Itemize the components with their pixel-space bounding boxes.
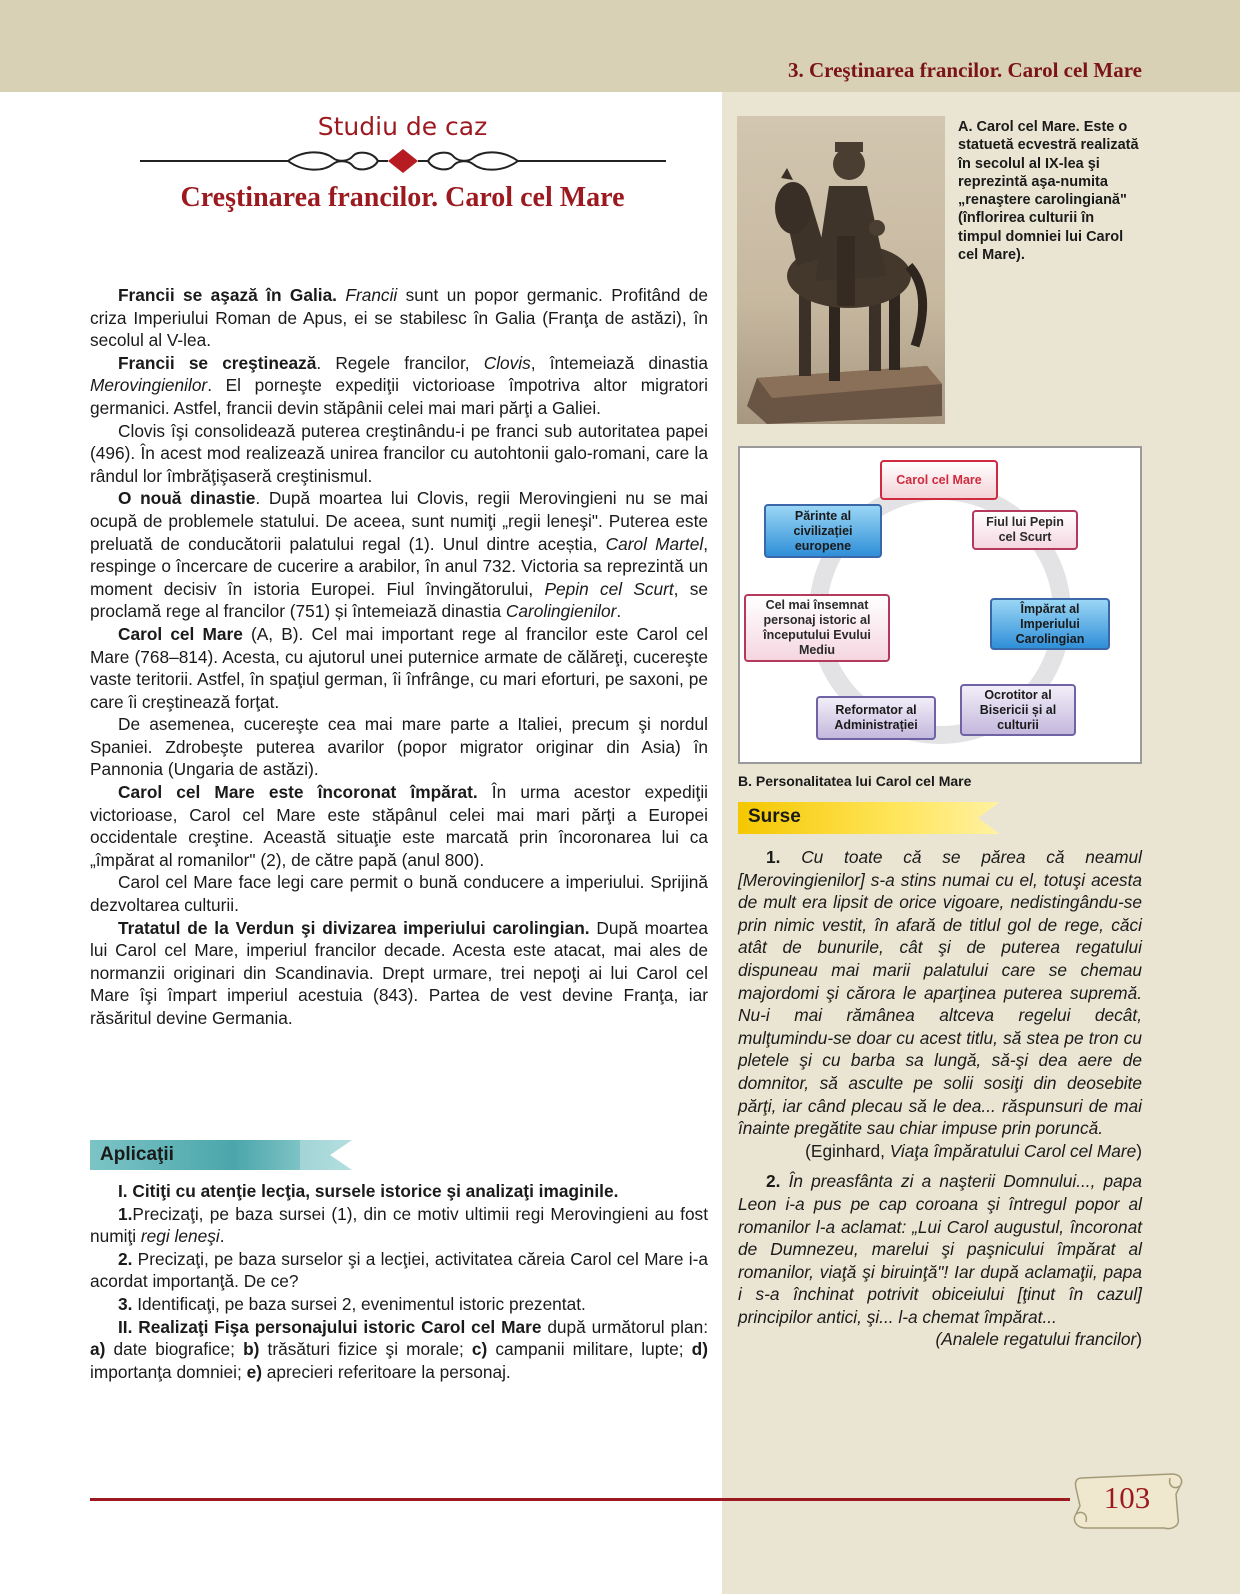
emphasis: (Analele regatului francilor xyxy=(935,1329,1137,1350)
text: . După moartea lui Clovis, regii Merovingieni nu se mai ocupă de problemele statului. De aceea, sunt numiţi „regii leneşi". Puterea este preluată de conducătorii palatului regal (1). Unul dintre aceștia, xyxy=(90,488,708,554)
text: . El porneşte expediţii victorioase împotriva altor migratori germanici. Astfel, francii devin stăpânii celei mai mari părţi a Galiei. xyxy=(90,375,708,418)
diagram-node-son-of-pepin: Fiul lui Pepin cel Scurt xyxy=(972,510,1078,550)
text: . Regele francilor, xyxy=(316,352,484,373)
equestrian-statue-icon xyxy=(737,116,945,424)
applications-ribbon xyxy=(90,1140,352,1170)
sources-body xyxy=(738,846,1142,1351)
question-number: 2. xyxy=(118,1248,133,1269)
figure-b-caption: B. Personalitatea lui Carol cel Mare xyxy=(738,773,972,789)
emphasis: Carol Martel xyxy=(605,533,704,554)
diagram-node-father-of-europe: Părinte al civilizației europene xyxy=(764,504,882,558)
text: În urma acestor expediţii victorioase, Carol cel Mare este stăpânul celei mai mari părţi a Europei occidentale creştine. Această situaţie este marcată prin încoronarea lui ca „împărat al romanilor" (2), de către papă (anul 800). xyxy=(90,782,708,870)
paragraph xyxy=(90,623,708,713)
diagram-node-reformer: Reformator al Administrației xyxy=(816,696,936,740)
case-study-title: Creştinarea francilor. Carol cel Mare xyxy=(180,182,625,213)
text: date biografice; xyxy=(105,1339,244,1360)
plan-letter: d) xyxy=(691,1339,708,1360)
text: Precizaţi, pe baza surselor şi a lecţiei, activitatea căreia Carol cel Mare i-a acordat importanţă. De ce? xyxy=(90,1248,708,1292)
footer-rule xyxy=(90,1498,1070,1501)
paragraph xyxy=(90,917,708,1030)
text: Precizaţi, pe baza sursei (1), din ce motiv ultimii regi Merovingieni au fost numiţi xyxy=(90,1203,708,1247)
emphasis: Merovingienilor xyxy=(90,375,208,396)
paragraph xyxy=(90,284,708,352)
source-2 xyxy=(738,1170,1142,1328)
subheading: Francii se aşază în Galia. xyxy=(118,285,337,305)
paragraph: Clovis îşi consolidează puterea creştinându-i pe franci sub autoritatea papei (496). În acest mod realizează unirea francilor cu autohtonii galo-romani, care la rândul lor îmbrăţişaseră creştinismul. xyxy=(90,420,708,486)
applications-body xyxy=(90,1180,708,1383)
case-study-label: Studiu de caz xyxy=(317,112,488,141)
page-number: 103 xyxy=(1103,1480,1151,1515)
task-heading: I. Citiţi cu atenţie lecţia, sursele istorice şi analizaţi imaginile. xyxy=(118,1181,619,1201)
subheading: Carol cel Mare este încoronat împărat. xyxy=(118,782,478,803)
question-number: 3. xyxy=(118,1293,133,1314)
text: sunt un popor germanic. Profitând de criza Imperiului Roman de Apus, ei se stabilesc în Galia (Franţa de astăzi), în secolul al V-lea. xyxy=(90,285,708,351)
subheading: O nouă dinastie xyxy=(118,488,256,509)
plan-letter: a) xyxy=(90,1339,106,1360)
text: . xyxy=(616,601,622,622)
source-number: 1. xyxy=(766,847,781,867)
emphasis: Carolingienilor xyxy=(505,601,617,622)
paragraph xyxy=(90,1180,708,1203)
personality-diagram xyxy=(738,446,1142,764)
figure-a-caption: A. Carol cel Mare. Este o statuetă ecvestră realizată în secolul al IX-lea şi reprezintă aşa-numita „renaştere carolingiană" (înflorirea culturii în timpul domniei lui Carol cel Mare). xyxy=(958,119,1139,264)
text: campanii militare, lupte; xyxy=(487,1339,692,1360)
source-2-reference xyxy=(738,1328,1142,1351)
text: După moartea lui Carol cel Mare, imperiul francilor decade. Acesta este atacat, mai ales de normanzii originari din Scandinavia. Drept urmare, trei nepoţi ai lui Carol cel Mare îşi împart imperiul acestuia (843). Partea de vest devine Franţa, iar răsăritul devine Germania. xyxy=(90,917,708,1028)
text: importanţa domniei; xyxy=(90,1361,247,1382)
statuette-image xyxy=(737,116,945,424)
plan-letter: c) xyxy=(471,1339,488,1360)
diagram-node-center: Carol cel Mare xyxy=(880,460,998,500)
emphasis: Francii xyxy=(345,285,398,305)
emphasis: Viaţa împăratului Carol cel Mare xyxy=(889,1140,1137,1161)
applications-heading: Aplicaţii xyxy=(100,1144,174,1165)
text: Cu toate că se părea că neamul [Merovingienilor] s-a stins numai cu el, totuşi acesta de mult era lipsit de orice vigoare, nedistingându-se prin nimic vestit, în afară de titlul gol de rege, căci atât de bunurile, cât şi de puterea regatului dispuneau mai marii palatului care se chemau majordomi şi cărora le aparţinea puterea supremă. Nu-i mai rămânea altceva regelui decât, mulţumindu-se doar cu acest titlu, să stea pe tron cu pletele şi cu barba sa lungă, să-şi dea aere de domnitor, să asculte pe solii sosiţi din deosebite părţi, iar când plecau să le dea... răspunsuri de mai înainte pregătite sau chiar impuse prin poruncă. xyxy=(738,847,1142,1139)
text: (Eginhard, xyxy=(805,1140,890,1161)
diagram-node-emperor: Împărat al Imperiului Carolingian xyxy=(990,598,1110,650)
emphasis: Clovis xyxy=(483,352,531,373)
text: . xyxy=(219,1226,225,1247)
question xyxy=(90,1293,708,1316)
chapter-title: 3. Creştinarea francilor. Carol cel Mare xyxy=(788,58,1142,82)
text: după următorul plan: xyxy=(541,1316,708,1337)
paragraph xyxy=(90,1316,708,1384)
sources-ribbon xyxy=(738,802,1000,832)
ornament-divider-icon xyxy=(138,146,668,176)
paragraph xyxy=(90,487,708,623)
text: , se proclamă rege al francilor (751) și întemeiază dinastia xyxy=(90,578,708,622)
emphasis: Pepin cel Scurt xyxy=(544,578,674,599)
text: , respinge o încercare de cucerire a arabilor, în anul 732. Victoria sa reprezintă un moment decisiv în istoria Europei. Fiul învingătorului, xyxy=(90,533,708,599)
sources-heading: Surse xyxy=(748,806,801,827)
subheading: Tratatul de la Verdun şi divizarea imperiului carolingian. xyxy=(118,917,590,938)
question-number: 1. xyxy=(118,1203,133,1224)
lesson-body xyxy=(90,284,708,1030)
diagram-node-most-important: Cel mai însemnat personaj istoric al începutului Evului Mediu xyxy=(744,594,890,662)
emphasis: regi leneşi xyxy=(140,1226,220,1247)
question xyxy=(90,1203,708,1248)
paragraph xyxy=(90,781,708,871)
text: trăsături fizice şi morale; xyxy=(259,1339,472,1360)
plan-letter: b) xyxy=(243,1339,260,1360)
diagram-node-protector: Ocrotitor al Bisericii și al culturii xyxy=(960,684,1076,736)
text: În preasfânta zi a naşterii Domnului..., papa Leon i-a pus pe cap coroana şi întregul popor al romanilor l-a aclamat: „Lui Carol augustul, încoronat de Dumnezeu, marelui şi paşnicului împărat al romanilor, viaţă şi biruinţă"! Iar după aclamaţii, papa i s-a închinat potrivit obiceiului [ţinut în cazul] principilor antici, şi... l-a chemat împărat... xyxy=(738,1171,1142,1327)
source-number: 2. xyxy=(766,1171,781,1192)
text: ) xyxy=(1136,1140,1142,1161)
source-1 xyxy=(738,846,1142,1140)
subheading: Francii se creştinează xyxy=(118,352,317,373)
plan-letter: e) xyxy=(246,1361,262,1382)
text: aprecieri referitoare la personaj. xyxy=(261,1361,511,1382)
paragraph: De asemenea, cucereşte cea mai mare parte a Italiei, precum şi nordul Spaniei. Zdrobeşte puterea avarilor (popor migrator originar din Asia) în Pannonia (Ungaria de astăzi). xyxy=(90,714,708,780)
question xyxy=(90,1248,708,1293)
text: (A, B). Cel mai important rege al francilor este Carol cel Mare (768–814). Acesta, cu ajutorul unei puternice armate de călăreţi, cucereşte vaste teritorii. Astfel, în spaţiul german, îi înfrânge, cu mari eforturi, pe saxoni, pe care îi creştinează forţat. xyxy=(90,623,708,712)
source-1-reference xyxy=(738,1140,1142,1163)
subheading: Carol cel Mare xyxy=(118,623,243,644)
paragraph: Carol cel Mare face legi care permit o bună conducere a imperiului. Sprijină dezvoltarea culturii. xyxy=(90,872,708,916)
paragraph xyxy=(90,352,708,420)
text: , întemeiază dinastia xyxy=(530,352,708,373)
text: ) xyxy=(1136,1329,1142,1350)
text: Identificaţi, pe baza sursei 2, evenimentul istoric prezentat. xyxy=(132,1293,586,1314)
task-heading: II. Realizaţi Fişa personajului istoric Carol cel Mare xyxy=(118,1316,542,1337)
